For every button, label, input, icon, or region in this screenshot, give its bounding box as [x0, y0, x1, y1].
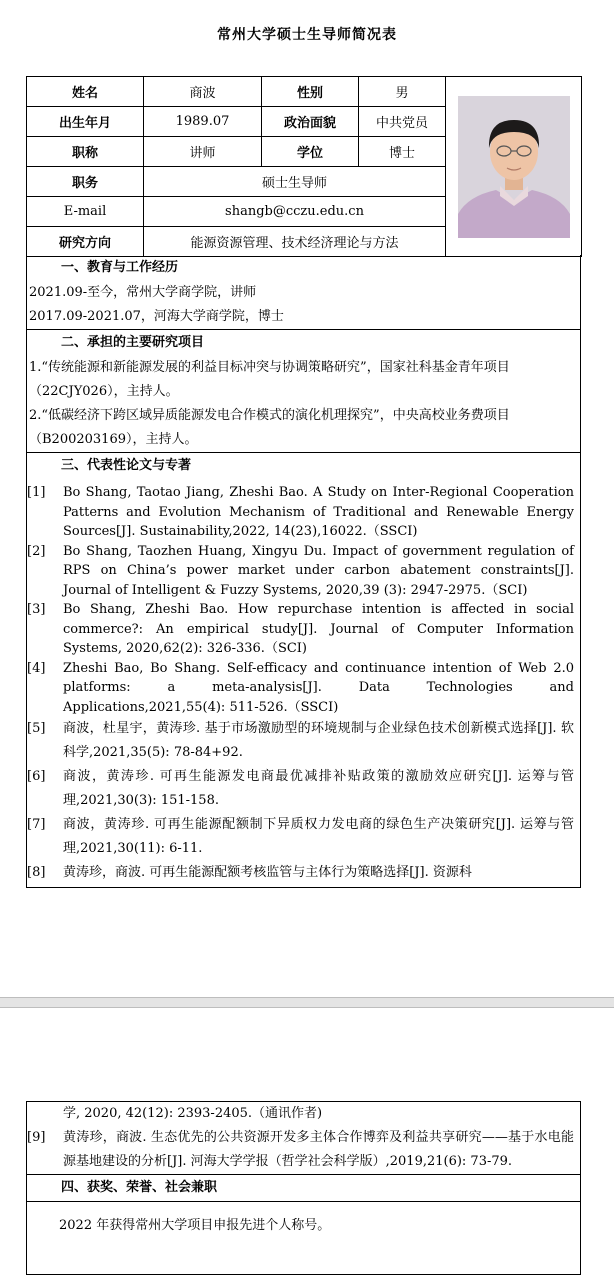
paper-item: [1] Bo Shang, Taotao Jiang, Zheshi Bao. A Study on Inter-Regional Cooperation Patterns and Evolution Mechanism of Traditional and Renewable Energy Sources[J]. Sustainability,2022, 14(23),16022.（SSCI)	[27, 485, 574, 539]
paper-list-continued	[27, 1102, 580, 1174]
research-value: 能源资源管理、技术经济理论与方法	[144, 227, 446, 257]
gender-value: 男	[359, 77, 446, 107]
papers-heading: 三、代表性论文与专著	[27, 452, 580, 479]
paper-item: [8] 黄涛珍，商波. 可再生能源配额考核监管与主体行为策略选择[J]. 资源科	[27, 865, 472, 880]
position-value: 硕士生导师	[144, 167, 446, 197]
birth-label: 出生年月	[27, 107, 144, 137]
awards-heading: 四、获奖、荣誉、社会兼职	[27, 1174, 580, 1202]
page-break-bar	[0, 997, 614, 1008]
paper-item: [4] Zheshi Bao, Bo Shang. Self-efficacy and continuance intention of Web 2.0 platforms: a meta-analysis[J]. Data Technologies and Applications,2021,55(4): 511-526.（SSCI)	[27, 660, 574, 715]
birth-value: 1989.07	[144, 107, 262, 137]
position-label: 职务	[27, 167, 144, 197]
degree-label: 学位	[262, 137, 359, 167]
paper-item: [5] 商波，杜星宇，黄涛珍. 基于市场激励型的环境规制与企业绿色技术创新模式选择[J]. 软科学,2021,35(5): 78-84+92.	[27, 721, 574, 760]
name-label: 姓名	[27, 77, 144, 107]
politics-value: 中共党员	[359, 107, 446, 137]
paper-item: 学, 2020, 42(12): 2393-2405.（通讯作者)	[63, 1106, 323, 1121]
email-label: E-mail	[27, 197, 144, 227]
main-section-box	[26, 255, 581, 888]
education-item: 2021.09-至今，常州大学商学院，讲师	[29, 285, 257, 300]
degree-value: 博士	[359, 137, 446, 167]
title-label: 职称	[27, 137, 144, 167]
paper-item: [3] Bo Shang, Zheshi Bao. How repurchase intention is affected in social commerce?: An empirical study[J]. Journal of Computer Information Systems, 2020,62(2): 326-336.（SCI)	[27, 602, 574, 656]
email-value: shangb@cczu.edu.cn	[144, 197, 446, 227]
continued-section-box	[26, 1101, 581, 1275]
name-value: 商波	[144, 77, 262, 107]
paper-item: [9] 黄涛珍，商波. 生态优先的公共资源开发多主体合作博弈及利益共享研究——基于水电能源基地建设的分析[J]. 河海大学学报（哲学社会科学版）,2019,21(6): 73-79.	[27, 1130, 574, 1169]
paper-item: [6] 商波，黄涛珍. 可再生能源发电商最优减排补贴政策的激励效应研究[J]. 运筹与管理,2021,30(3): 151-158.	[27, 769, 574, 808]
title-value: 讲师	[144, 137, 262, 167]
politics-label: 政治面貌	[262, 107, 359, 137]
research-label: 研究方向	[27, 227, 144, 257]
paper-list	[27, 479, 580, 885]
paper-item: [7] 商波，黄涛珍. 可再生能源配额制下异质权力发电商的绿色生产决策研究[J]. 运筹与管理,2021,30(11): 6-11.	[27, 817, 574, 856]
project-item: 2.“低碳经济下跨区域异质能源发电合作模式的演化机理探究”，中央高校业务费项目（B200203169），主持人。	[29, 408, 510, 447]
photo-cell	[446, 77, 582, 257]
projects-heading: 二、承担的主要研究项目	[27, 329, 580, 356]
page-title: 常州大学硕士生导师简况表	[217, 27, 397, 43]
gender-label: 性别	[262, 77, 359, 107]
project-item: 1.“传统能源和新能源发展的利益目标冲突与协调策略研究”，国家社科基金青年项目（22CJY026），主持人。	[29, 360, 510, 399]
education-heading: 一、教育与工作经历	[61, 260, 179, 275]
profile-table	[26, 76, 582, 257]
portrait-photo	[458, 96, 570, 238]
awards-text: 2022 年获得常州大学项目申报先进个人称号。	[59, 1218, 331, 1233]
paper-item: [2] Bo Shang, Taozhen Huang, Xingyu Du. Impact of government regulation of RPS on China’s power market under carbon abatement constraints[J]. Journal of Intelligent & Fuzzy Systems, 2020,39 (3): 2947-2975.（SCI)	[27, 543, 574, 598]
education-item: 2017.09-2021.07，河海大学商学院，博士	[29, 309, 284, 324]
